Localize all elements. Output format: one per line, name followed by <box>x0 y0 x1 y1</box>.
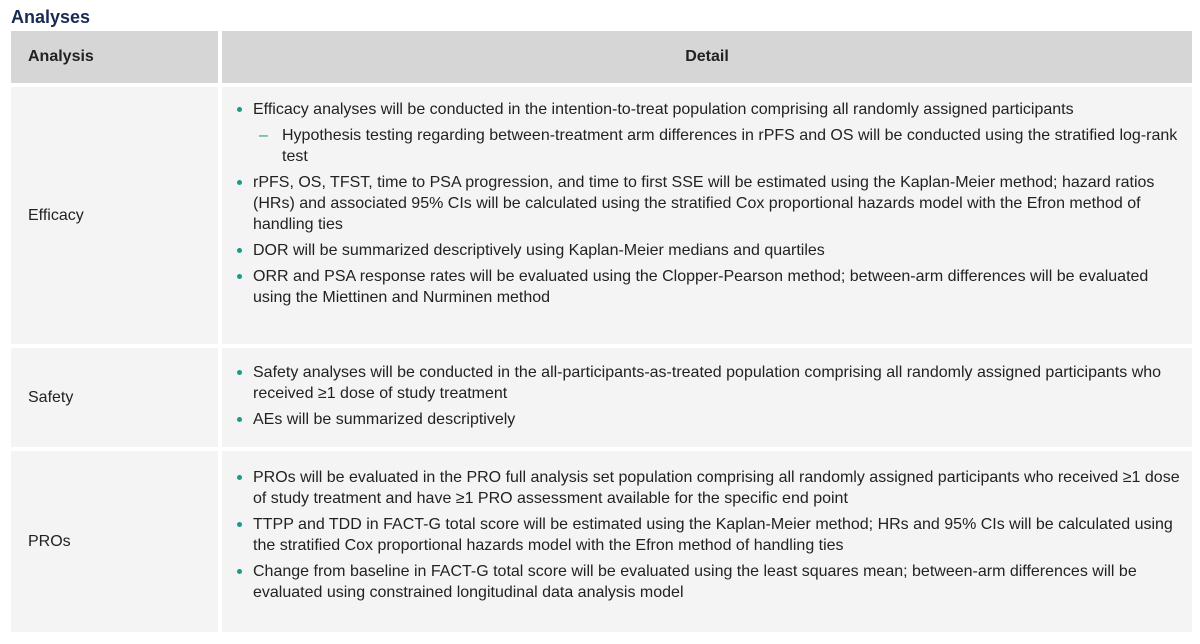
item-text: Hypothesis testing regarding between-treatment arm differences in rPFS and OS will be conducted using the stratified log-rank test <box>282 127 1178 165</box>
row-detail <box>222 348 1192 447</box>
list-item <box>222 514 1182 556</box>
table-row-efficacy <box>11 87 1192 344</box>
list-item <box>222 561 1182 603</box>
bullet-dot-icon <box>237 248 242 253</box>
item-text: PROs will be evaluated in the PRO full analysis set population comprising all randomly assigned participants who received ≥1 dose of study treatment and have ≥1 PRO assessment available for the specific end point <box>253 469 1180 507</box>
item-text: AEs will be summarized descriptively <box>253 411 516 428</box>
bullet-dot-icon <box>237 370 242 375</box>
table-row-pros <box>11 451 1192 632</box>
bullet-list <box>222 467 1182 608</box>
bullet-dot-icon <box>237 569 242 574</box>
list-item <box>222 362 1182 404</box>
list-item <box>222 240 1182 261</box>
list-item <box>222 467 1182 509</box>
bullet-list <box>222 362 1182 435</box>
list-item <box>222 409 1182 430</box>
bullet-dot-icon <box>237 475 242 480</box>
table-header <box>11 31 1192 83</box>
item-text: Safety analyses will be conducted in the all-participants-as-treated population comprising all randomly assigned participants who received ≥1 dose of study treatment <box>253 364 1162 402</box>
table-row-safety <box>11 348 1192 447</box>
list-item <box>222 99 1182 120</box>
dash-icon: – <box>259 127 268 144</box>
item-text: rPFS, OS, TFST, time to PSA progression, and time to first SSE will be estimated using the Kaplan-Meier method; hazard ratios (HRs) and associated 95% CIs will be calculated using the stratified Cox proportional hazards model with the Efron method of handling ties <box>253 174 1155 233</box>
header-analysis: Analysis <box>11 31 218 83</box>
item-text: TTPP and TDD in FACT-G total score will be estimated using the Kaplan-Meier method; HRs and 95% CIs will be calculated using the stratified Cox proportional hazards model with the Efron method of handling ties <box>253 516 1173 554</box>
row-detail <box>222 451 1192 632</box>
bullet-dot-icon <box>237 107 242 112</box>
bullet-list <box>222 99 1182 313</box>
row-detail <box>222 87 1192 344</box>
list-subitem <box>222 125 1182 167</box>
row-label: Efficacy <box>11 87 218 344</box>
list-item <box>222 172 1182 235</box>
bullet-dot-icon <box>237 274 242 279</box>
header-detail: Detail <box>222 31 1192 83</box>
row-label: Safety <box>11 348 218 447</box>
bullet-dot-icon <box>237 522 242 527</box>
bullet-dot-icon <box>237 180 242 185</box>
section-title: Analyses <box>11 7 91 27</box>
bullet-dot-icon <box>237 417 242 422</box>
item-text: Change from baseline in FACT-G total score will be evaluated using the least squares mean; between-arm differences will be evaluated using constrained longitudinal data analysis model <box>253 563 1137 601</box>
list-item <box>222 266 1182 308</box>
item-text: DOR will be summarized descriptively using Kaplan-Meier medians and quartiles <box>253 242 825 259</box>
item-text: Efficacy analyses will be conducted in the intention-to-treat population comprising all randomly assigned participants <box>253 101 1074 118</box>
item-text: ORR and PSA response rates will be evaluated using the Clopper-Pearson method; between-arm differences will be evaluated using the Miettinen and Nurminen method <box>253 268 1149 306</box>
row-label: PROs <box>11 451 218 632</box>
